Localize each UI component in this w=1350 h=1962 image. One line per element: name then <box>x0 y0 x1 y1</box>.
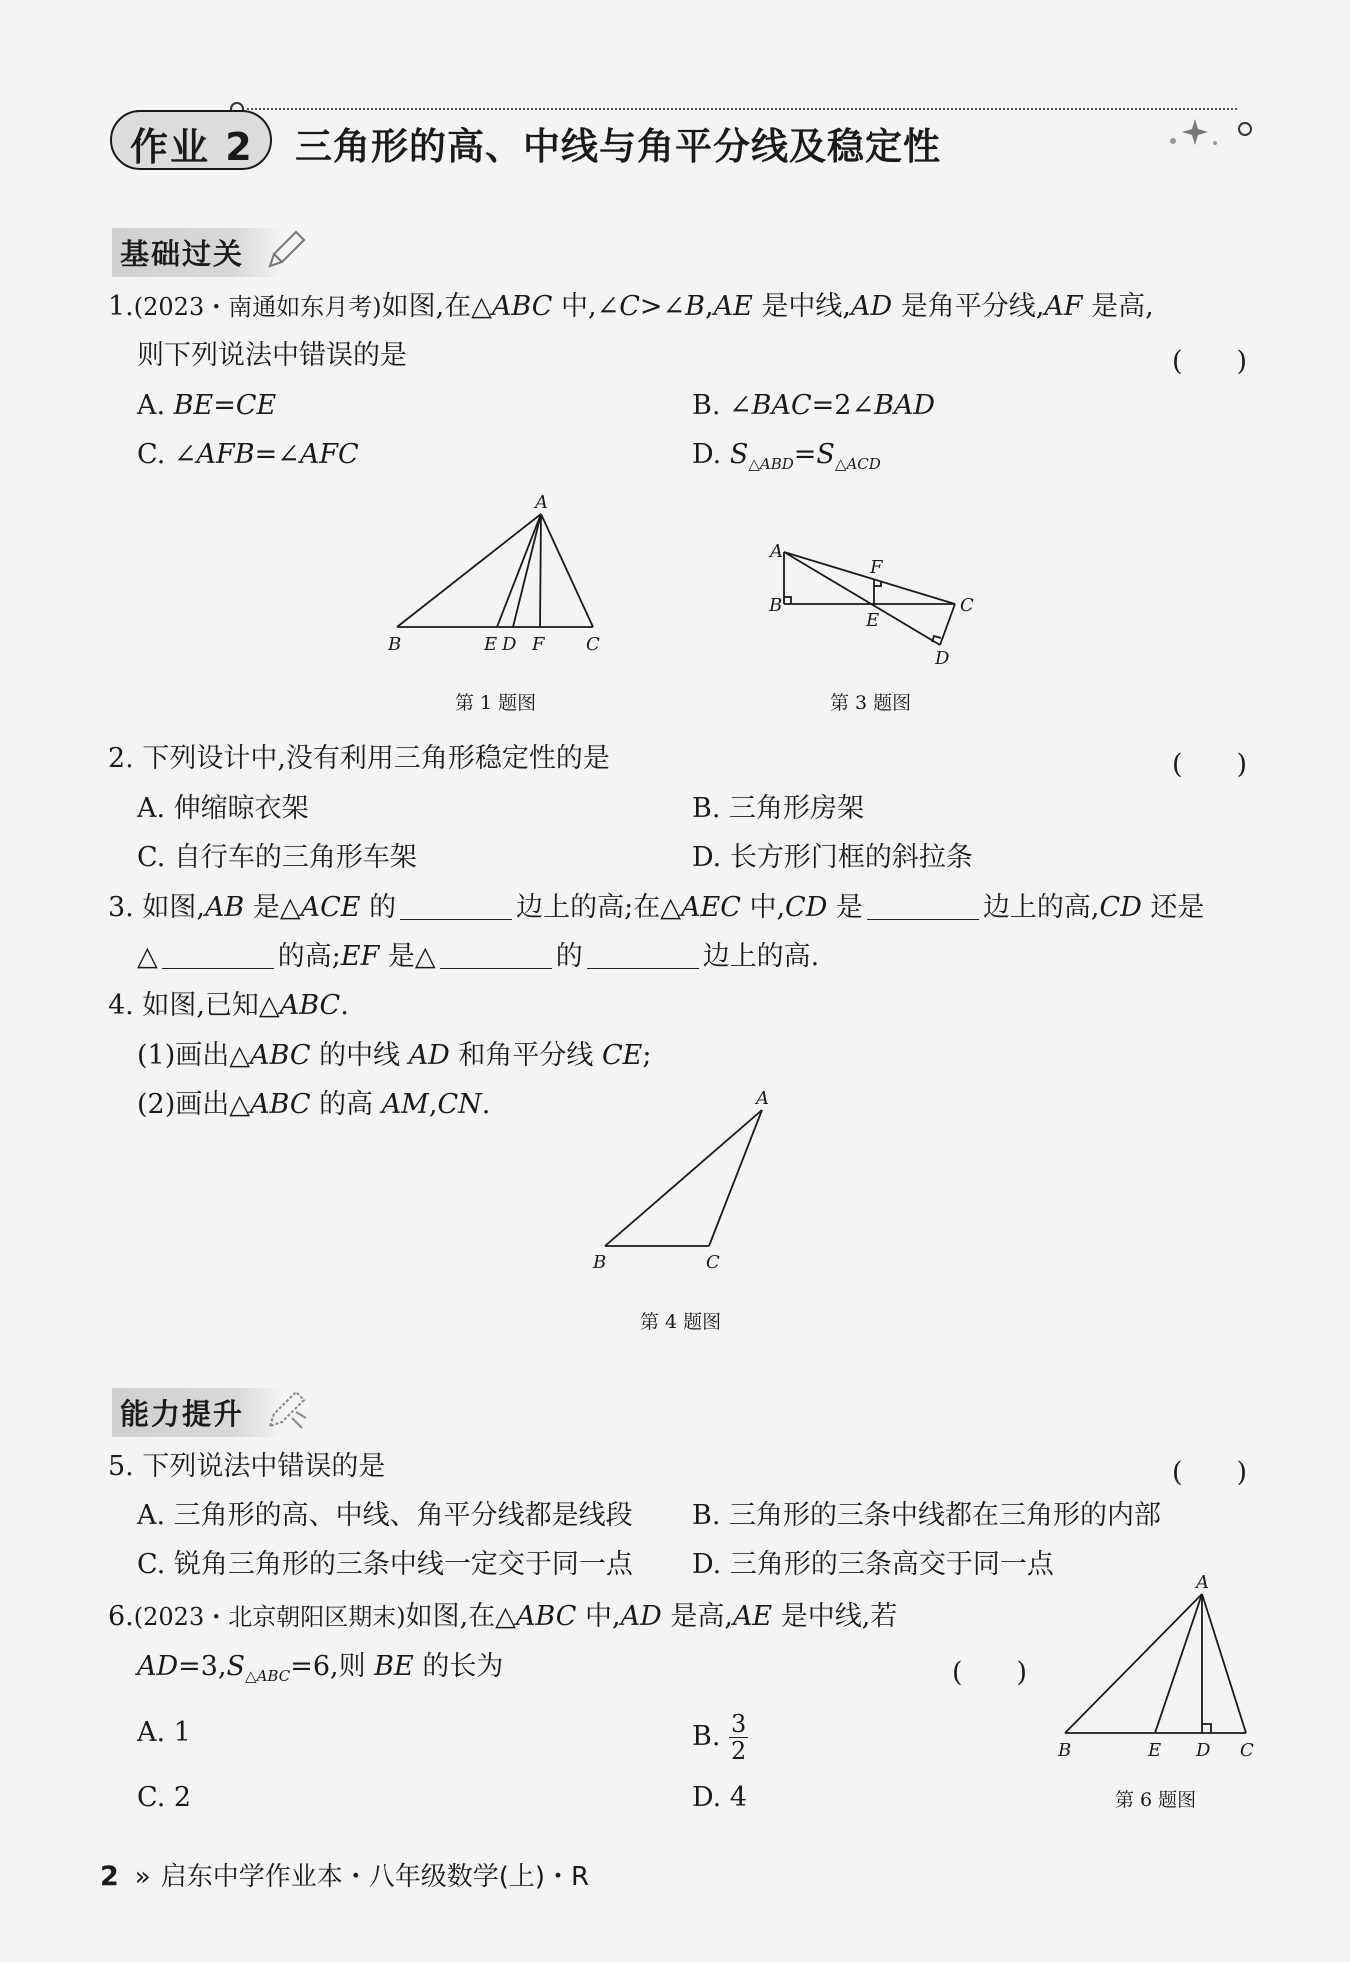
q2-option-b: B. 三角形房架 <box>692 793 865 824</box>
q2-option-d: D. 长方形门框的斜拉条 <box>692 842 973 873</box>
q2-option-c: C. 自行车的三角形车架 <box>137 842 417 873</box>
q5-stem: 5. 下列说法中错误的是 <box>108 1451 386 1482</box>
fig1-label-d: D <box>502 634 517 655</box>
q6-option-a: A. 1 <box>137 1717 191 1748</box>
fig3-diagram <box>765 535 985 665</box>
fig3-label-f: F <box>870 557 883 578</box>
q5-answer-paren: ( ) <box>1172 1457 1248 1488</box>
q2-stem: 2. 下列设计中,没有利用三角形稳定性的是 <box>108 743 610 774</box>
fig3-caption: 第 3 题图 <box>830 692 912 714</box>
fig4-label-b: B <box>593 1252 607 1273</box>
fig4-diagram <box>585 1090 785 1280</box>
fig6-label-d: D <box>1196 1740 1211 1761</box>
q2-answer-paren: ( ) <box>1172 749 1248 780</box>
fig1-label-e: E <box>484 634 498 655</box>
fig4-label-a: A <box>756 1090 769 1109</box>
fig1-label-c: C <box>586 634 600 655</box>
fig3-label-c: C <box>960 595 974 616</box>
q3-blank-5[interactable] <box>587 942 699 969</box>
page-number: 2 <box>100 1861 119 1892</box>
fig6-caption: 第 6 题图 <box>1115 1789 1197 1811</box>
fig6-label-e: E <box>1148 1740 1162 1761</box>
q3-blank-2[interactable] <box>867 893 979 920</box>
q1-option-d: D. $S_{\triangle ABD}=S_{\triangle ACD}$ <box>692 439 881 473</box>
page-footer <box>100 1856 589 1893</box>
q6-option-c: C. 2 <box>137 1782 192 1813</box>
fig6-label-c: C <box>1240 1740 1254 1761</box>
header-ring-icon-right <box>1236 120 1254 138</box>
fig3-label-d: D <box>935 648 950 665</box>
section-basic: 基础过关 <box>112 228 284 277</box>
section-advanced: 能力提升 <box>112 1388 284 1437</box>
fig3-label-b: B <box>769 595 783 616</box>
fig6-diagram <box>1050 1570 1270 1770</box>
footer-arrows-icon: » <box>134 1862 151 1892</box>
q6-line1: 6.(2023・北京朝阳区期末)如图,在△ABC 中,AD 是高,AE 是中线,若 <box>108 1601 898 1632</box>
q1-option-c: C. ∠AFB=∠AFC <box>137 439 359 470</box>
fig3-label-a: A <box>770 541 783 562</box>
homework-badge-label: 作业 2 <box>130 125 254 169</box>
fig3-label-e: E <box>866 610 880 631</box>
fig4-caption: 第 4 题图 <box>640 1311 722 1333</box>
fig6-label-b: B <box>1058 1740 1072 1761</box>
q4-part1: (1)画出△ABC 的中线 AD 和角平分线 CE; <box>137 1040 652 1071</box>
q6-option-b-fraction: $\frac{3}{2}$ <box>731 1710 747 1765</box>
fig1-label-a: A <box>535 492 548 513</box>
pencil-icon <box>262 228 308 274</box>
q5-option-b: B. 三角形的三条中线都在三角形的内部 <box>692 1500 1162 1531</box>
q1-answer-paren: ( ) <box>1172 346 1248 377</box>
q1-option-b: B. ∠BAC=2∠BAD <box>692 390 936 421</box>
footer-book-title: 启东中学作业本・八年级数学(上)・R <box>160 1862 590 1892</box>
q1-line2: 则下列说法中错误的是 <box>137 340 407 371</box>
sparkle-icon <box>1165 115 1225 151</box>
q5-option-c: C. 锐角三角形的三条中线一定交于同一点 <box>137 1549 633 1580</box>
fig1-label-f: F <box>532 634 545 655</box>
q3-blank-1[interactable] <box>400 893 512 920</box>
page-title: 三角形的高、中线与角平分线及稳定性 <box>295 125 941 168</box>
q3-blank-3[interactable] <box>162 942 274 969</box>
header-dotted-rule <box>242 108 1237 112</box>
fig1-caption: 第 1 题图 <box>455 692 537 714</box>
q6-option-b: B. $\frac{3}{2}$ <box>692 1710 747 1765</box>
fig4-label-c: C <box>706 1252 720 1273</box>
fig1-diagram <box>380 490 620 660</box>
fig1-label-b: B <box>388 634 402 655</box>
q2-option-a: A. 伸缩晾衣架 <box>137 793 309 824</box>
q6-line2: $AD=3,S_{\triangle ABC}=6$,则 BE 的长为 <box>137 1651 504 1685</box>
q1-option-a: A. BE=CE <box>137 390 277 421</box>
q6-option-d: D. 4 <box>692 1782 748 1813</box>
q4-stem: 4. 如图,已知△ABC. <box>108 990 349 1021</box>
q3-line1: 3. 如图,AB 是△ACE 的 边上的高;在△AEC 中,CD 是 边上的高,CD 还是 <box>108 892 1205 923</box>
q3-blank-4[interactable] <box>440 942 552 969</box>
q1-line1: 1.(2023・南通如东月考)如图,在△ABC 中,∠C>∠B,AE 是中线,AD 是角平分线,AF 是高, <box>108 291 1154 322</box>
q5-option-d: D. 三角形的三条高交于同一点 <box>692 1549 1054 1580</box>
q5-option-a: A. 三角形的高、中线、角平分线都是线段 <box>137 1500 633 1531</box>
fig6-label-a: A <box>1196 1572 1209 1593</box>
q4-part2: (2)画出△ABC 的高 AM,CN. <box>137 1089 491 1120</box>
sparkle-pencil-icon <box>262 1388 308 1434</box>
q3-line2: △ 的高;EF 是△ 的 边上的高. <box>137 941 820 972</box>
q6-answer-paren: ( ) <box>952 1657 1028 1688</box>
